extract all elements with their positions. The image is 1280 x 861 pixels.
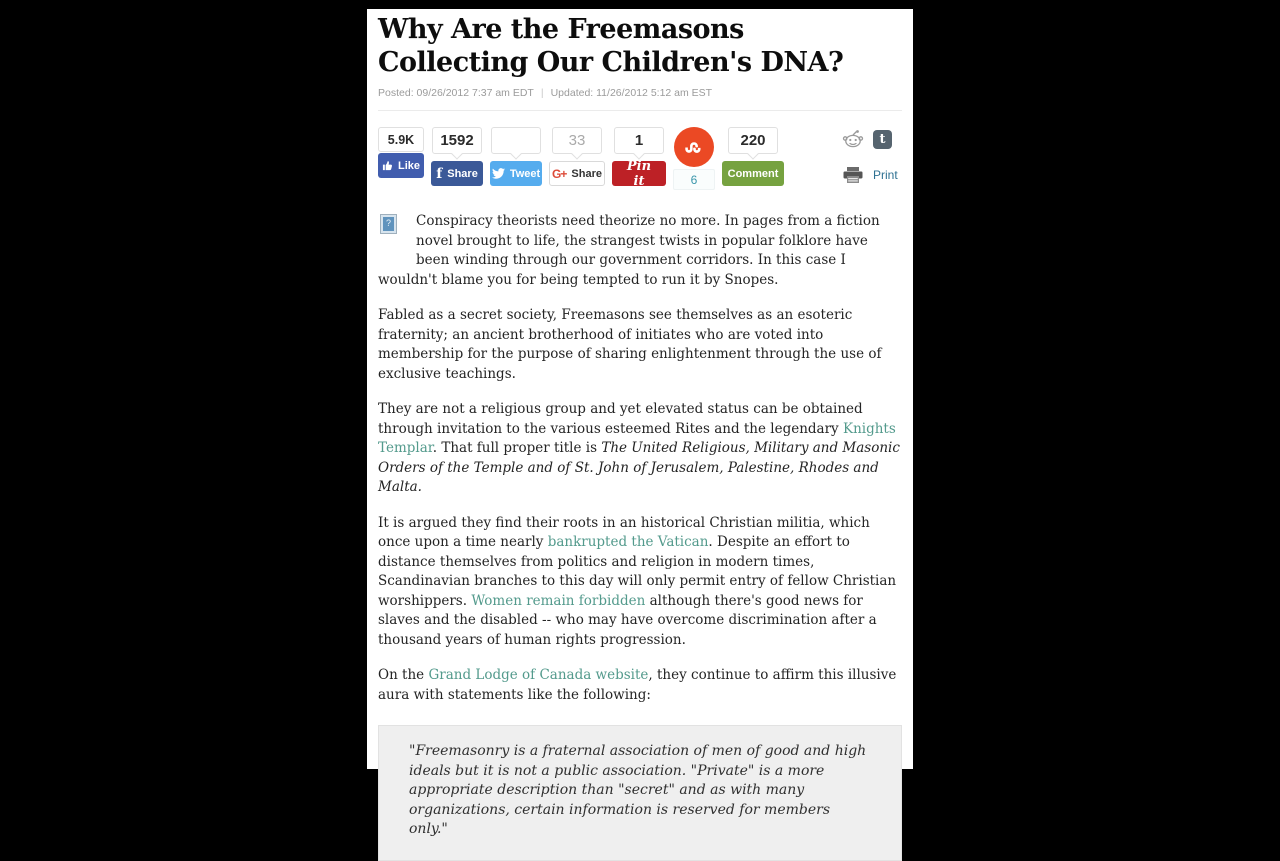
tweet-label: Tweet (509, 167, 541, 180)
article-meta (378, 87, 902, 99)
tweet-count (491, 127, 541, 154)
facebook-share-label: Share (447, 167, 478, 180)
article-link[interactable]: Knights Templar (378, 420, 896, 456)
page-title (378, 13, 902, 79)
article-paragraph (378, 212, 902, 290)
article-body (378, 212, 902, 705)
comment-button[interactable] (722, 161, 784, 186)
article-paragraph (378, 306, 902, 384)
meta-separator: | (540, 87, 544, 99)
gplus-share-button[interactable] (549, 161, 605, 186)
facebook-share-count: 1592 (432, 127, 482, 154)
article-text: Conspiracy theorists need theorize no more. In pages from a fiction novel brought to life, the strangest twists in popular folklore have been winding through our government corridors. In this case I wouldn't blame you for being tempted to run it by Snopes. (378, 213, 880, 288)
gplus-share-widget (549, 127, 605, 186)
print-control[interactable] (842, 166, 900, 184)
pinit-widget (612, 127, 666, 189)
article-text: , they continue to affirm this illusive aura with statements like the following: (378, 667, 897, 703)
article-text: It is argued they find their roots in an historical Christian militia, which once upon a time nearly (378, 514, 870, 550)
comment-widget (722, 127, 784, 186)
gplus-share-label: Share (571, 167, 602, 180)
twitter-bird-icon (492, 168, 505, 179)
comment-count: 220 (728, 127, 778, 154)
article-tools (842, 129, 900, 184)
stumbleupon-icon (683, 136, 705, 158)
printer-icon (842, 166, 864, 184)
gplus-share-count: 33 (552, 127, 602, 154)
posted-date: Posted: 09/26/2012 7:37 am EDT (378, 87, 534, 99)
article-page (367, 9, 913, 837)
broken-image-icon: ? (380, 214, 397, 234)
article-paragraph (378, 400, 902, 498)
article-text: The United Religious, Military and Masonic Orders of the Temple and of St. John of Jerusalem, Palestine, Rhodes and Malta. (378, 440, 900, 495)
tweet-widget (490, 127, 542, 186)
facebook-like-label: Like (398, 159, 421, 172)
facebook-share-button[interactable] (431, 161, 483, 186)
article-text: Fabled as a secret society, Freemasons see themselves as an esoteric fraternity; an ancient brotherhood of initiates who are voted into membership for the purpose of sharing enlightenment through the use of exclusive teachings. (378, 307, 882, 382)
article-text: . Despite an effort to distance themselves from politics and religion in modern times, Scandinavian branches to this day will only permit entry of fellow Christian worshippers. (378, 534, 897, 609)
thumbs-up-icon (382, 160, 393, 171)
article-text: On the (378, 667, 429, 683)
stumbleupon-count: 6 (673, 169, 715, 190)
title-line-2: Collecting Our Children's DNA? (378, 47, 844, 78)
article-paragraph (378, 514, 902, 651)
print-label: Print (873, 168, 898, 182)
pinit-button[interactable] (612, 158, 666, 189)
title-line-1: Why Are the Freemasons (378, 14, 744, 45)
tumblr-icon[interactable]: t (873, 130, 892, 149)
facebook-share-widget (431, 127, 483, 186)
stumbleupon-button[interactable] (674, 127, 714, 167)
article-text: . That full proper title is (432, 440, 602, 456)
gplus-icon: G+ (552, 166, 567, 181)
header-divider (378, 110, 902, 111)
article-blockquote: "Freemasonry is a fraternal association of men of good and high ideals but it is not a public association. "Private" is a more appropriate description than "secret" and as with many organizations, certain information is reserved for members only." (378, 725, 902, 861)
facebook-f-icon: f (436, 165, 443, 182)
facebook-like-button[interactable] (378, 153, 424, 178)
article-text: They are not a religious group and yet elevated status can be obtained through invitation to the various esteemed Rites and the legendary (378, 401, 863, 437)
comment-label: Comment (727, 167, 779, 180)
tweet-button[interactable] (490, 161, 542, 186)
article-link[interactable]: Grand Lodge of Canada website (428, 667, 649, 683)
share-toolbar (378, 127, 902, 191)
facebook-like-widget (378, 127, 424, 178)
reddit-icon[interactable] (842, 129, 864, 149)
facebook-like-count: 5.9K (378, 127, 424, 152)
article-text: although there's good news for slaves and the disabled -- who may have overcome discrimination after a thousand years of human rights progression. (378, 592, 877, 648)
pinit-count: 1 (614, 127, 664, 154)
article-link[interactable]: bankrupted the Vatican (547, 534, 709, 550)
article-paragraph (378, 666, 902, 705)
stumbleupon-widget (673, 127, 715, 190)
updated-date: Updated: 11/26/2012 5:12 am EST (550, 87, 713, 99)
pinit-label: Pin it (626, 158, 652, 189)
article-link[interactable]: Women remain forbidden (471, 592, 646, 609)
